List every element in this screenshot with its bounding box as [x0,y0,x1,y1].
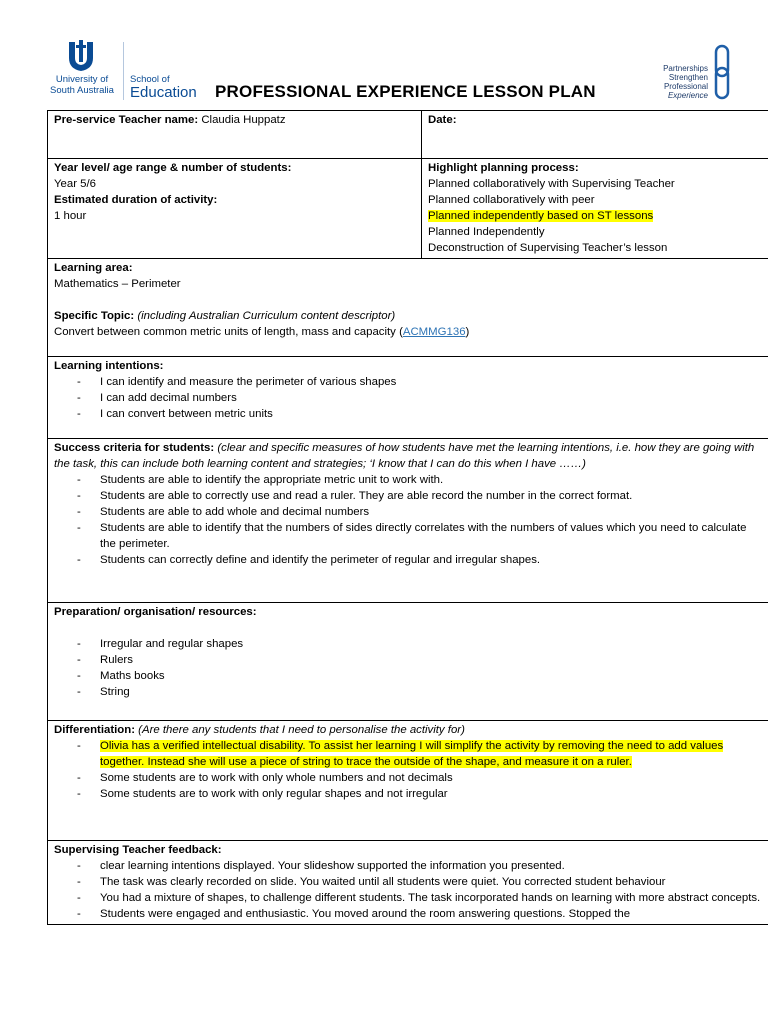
planning-option: Deconstruction of Supervising Teacher’s lesson [428,242,668,254]
success-criteria-row [48,439,768,603]
year-level-value: Year 5/6 [54,178,97,190]
success-criteria-list [54,472,762,568]
resources-cell: Preparation/ organisation/ resources: - Irregular and regular shapes - Rulers - Maths books - String [48,603,768,721]
list-item: - Students were engaged and enthusiastic. You moved around the room answering questions. Stopped the [54,906,762,922]
duration-value: 1 hour [54,210,87,222]
planning-option-highlighted: Planned independently based on ST lessons [428,210,654,222]
differentiation-row [48,721,768,841]
year-planning-row [48,159,768,259]
differentiation-cell: Differentiation: (Are there any students that I need to personalise the activity for) - Olivia has a verified intellectual disability. To assist her learning I will simplify the activity by removing the need to add values together. Instead she will use a piece of string to trace the outside of the shape, and measure it on a ruler. - Some students are to work with only whole numbers and not decimals - Some students are to work with only regular shapes and not irregular [48,721,768,841]
resources-row [48,603,768,721]
document-header [0,0,768,110]
list-item: - clear learning intentions displayed. Your slideshow supported the information you presented. [54,858,762,874]
teacher-name: Claudia Huppatz [201,114,286,126]
partnership-mark-icon [712,44,732,100]
teacher-row [48,111,768,159]
list-item: - You had a mixture of shapes, to challenge different students. The task incorporated hands on learning with more abstract concepts. [54,890,762,906]
list-item: - Maths books [54,668,762,684]
planning-option: Planned collaboratively with Supervising Teacher [428,178,675,190]
list-item: - Students are able to identify the appropriate metric unit to work with. [54,472,762,488]
list-item: - Some students are to work with only regular shapes and not irregular [54,786,762,802]
planning-process-cell: Highlight planning process: Planned collaboratively with Supervising Teacher Planned collaboratively with peer Planned independently based on ST lessons Planned Independently Deconstruction of Supervising Teacher’s lesson [422,159,768,259]
learning-area-cell: Learning area: Mathematics – Perimeter Specific Topic: (including Australian Curriculum content descriptor) Convert between common metric units of length, mass and capacity (ACMMG136) [48,259,768,357]
feedback-row [48,841,768,925]
learning-area-value: Mathematics – Perimeter [54,278,181,290]
planning-option: Planned Independently [428,226,545,238]
intentions-list [54,374,762,422]
list-item: - Students are able to identify that the numbers of sides directly correlates with the numbers of values which you need to calculate the perimeter. [54,520,762,552]
list-item: - String [54,684,762,700]
list-item: - Students are able to correctly use and read a ruler. They are able record the number in the correct format. [54,488,762,504]
list-item: - Students are able to add whole and decimal numbers [54,504,762,520]
list-item: - Irregular and regular shapes [54,636,762,652]
logo-divider [123,42,124,100]
list-item: - Students can correctly define and identify the perimeter of regular and irregular shapes. [54,552,762,568]
document-title: PROFESSIONAL EXPERIENCE LESSON PLAN [215,82,596,101]
list-item: - Rulers [54,652,762,668]
list-item: - I can add decimal numbers [54,390,762,406]
list-item: - I can identify and measure the perimeter of various shapes [54,374,762,390]
differentiation-list [54,738,762,802]
list-item: - The task was clearly recorded on slide. You waited until all students were quiet. You corrected student behaviour [54,874,762,890]
success-criteria-cell: Success criteria for students: (clear and specific measures of how students have met the learning intentions, i.e. how they are going with the task, this can include both learning content and strategies; ‘I know that I can do this when I have ……) - Students are able to identify the appropriate metric unit to work with. - Students are able to correctly use and read a ruler. They are able record the number in the correct format. - Students are able to add whole and decimal numbers - Students are able to identify that the numbers of sides directly correlates with the numbers of values which you need to calculate the perimeter. - Students can correctly define and identify the perimeter of regular and irregular shapes. [48,439,768,603]
list-item [54,738,762,770]
learning-area-row [48,259,768,357]
resources-list [54,636,762,700]
learning-intentions-cell: Learning intentions: - I can identify and measure the perimeter of various shapes - I can add decimal numbers - I can convert between metric units [48,357,768,439]
list-item: - I can convert between metric units [54,406,762,422]
unisa-logo [44,40,124,106]
teacher-name-cell: Pre-service Teacher name: Claudia Huppatz [48,111,422,159]
school-of-education-logo: School of Education [130,74,197,101]
planning-option: Planned collaboratively with peer [428,194,595,206]
feedback-cell: Supervising Teacher feedback: - clear learning intentions displayed. Your slideshow supported the information you presented. - The task was clearly recorded on slide. You waited until all students were quiet. You corrected student behaviour - You had a mixture of shapes, to challenge different students. The task incorporated hands on learning with more abstract concepts. - Students were engaged and enthusiastic. You moved around the room answering questions. Stopped the [48,841,768,925]
feedback-list [54,858,762,922]
unisa-shield-icon [66,40,96,72]
list-item: - Some students are to work with only whole numbers and not decimals [54,770,762,786]
highlighted-differentiation: Olivia has a verified intellectual disability. To assist her learning I will simplify the activity by removing the need to add values together. Instead she will use a piece of string to trace the outside of the shape, and measure it on a ruler. [100,740,724,768]
unisa-name: University of South Australia [50,74,114,96]
date-cell: Date: [422,111,768,159]
lesson-plan-table [47,110,768,925]
learning-intentions-row [48,357,768,439]
curriculum-descriptor: Convert between common metric units of length, mass and capacity [54,326,396,338]
year-level-cell: Year level/ age range & number of students: Year 5/6 Estimated duration of activity: 1 hour [48,159,422,259]
acmmg136-link[interactable]: ACMMG136 [402,326,466,338]
partnerships-logo: Partnerships Strengthen Professional Experience [632,44,738,102]
